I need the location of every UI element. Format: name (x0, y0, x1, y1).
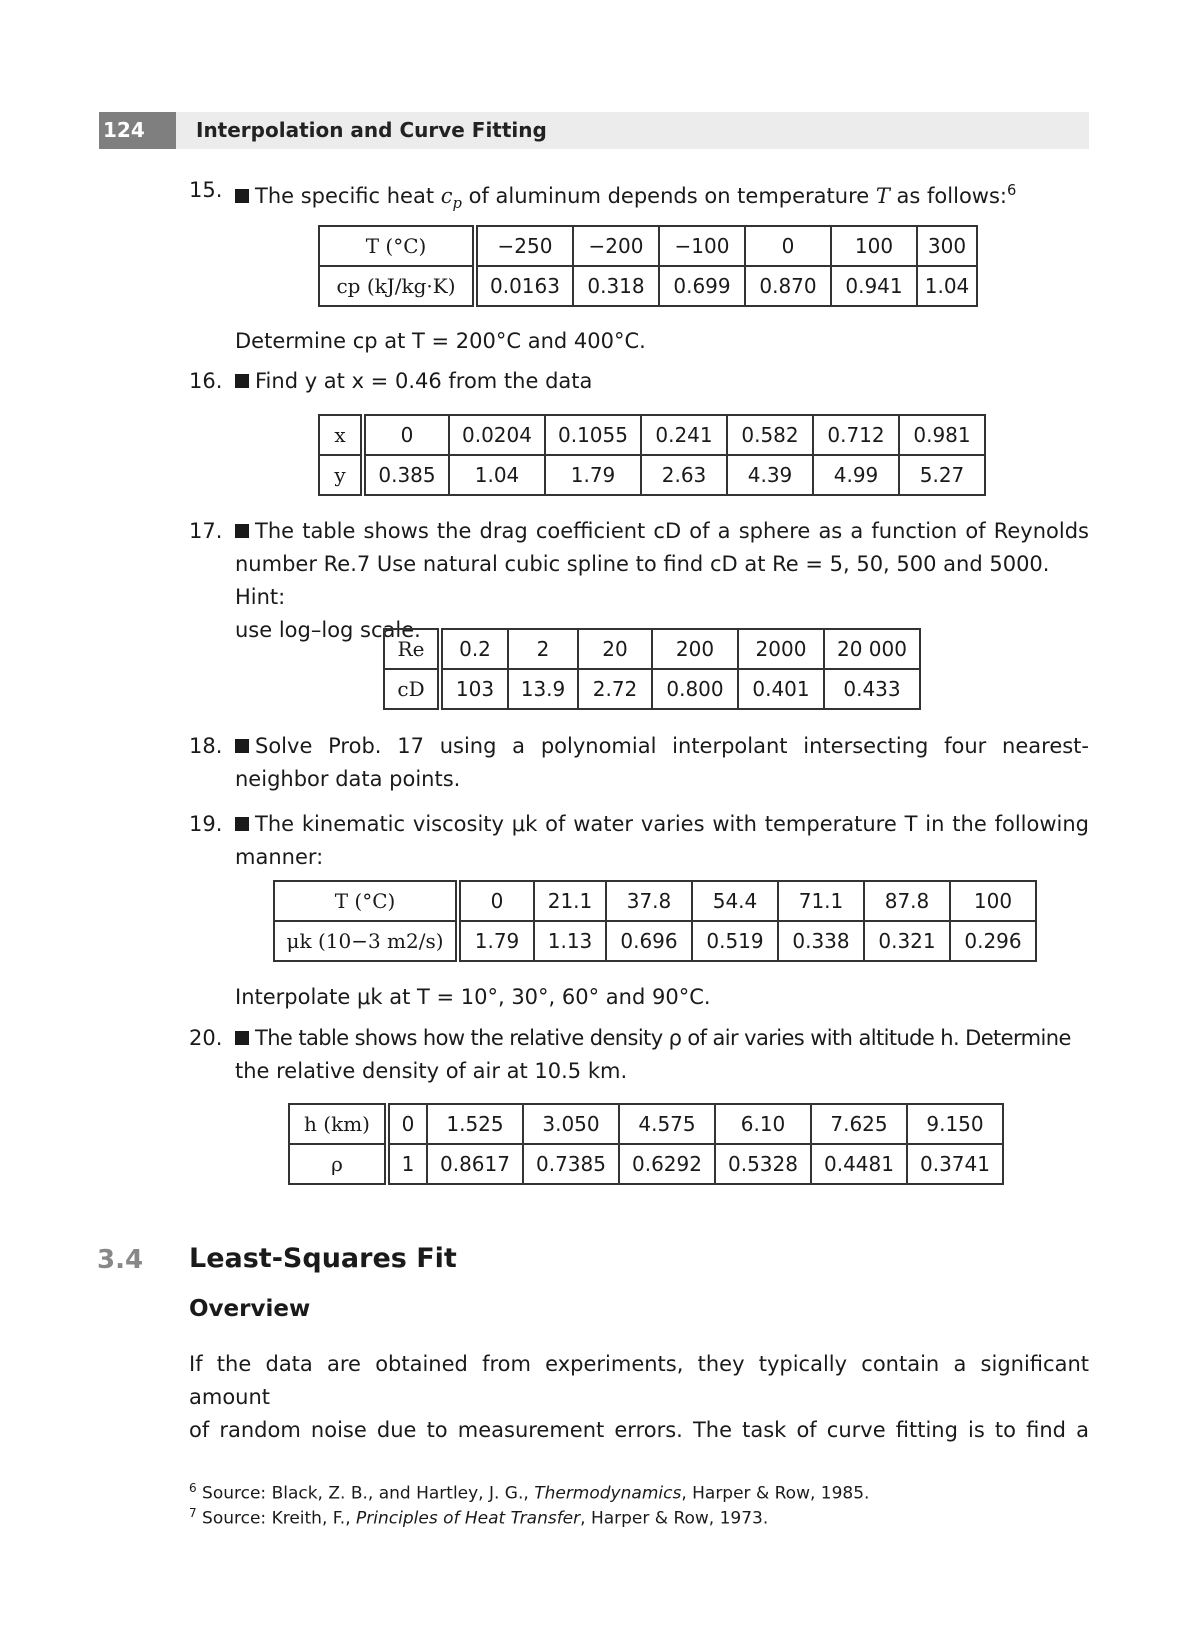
running-title: Interpolation and Curve Fitting (196, 118, 547, 142)
row-label: cD (384, 669, 440, 709)
table-cell: −100 (659, 226, 745, 266)
table-cell: 20 (578, 629, 652, 669)
table-cell: 0.401 (738, 669, 824, 709)
table-cell: 0.241 (641, 415, 727, 455)
table-cell: −250 (475, 226, 573, 266)
table-cell: 0 (363, 415, 449, 455)
table-cell: 0.338 (778, 921, 864, 961)
table-cell: 5.27 (899, 455, 985, 495)
table-cell: 0 (387, 1104, 427, 1144)
row-label: cp (kJ/kg·K) (319, 266, 475, 306)
footnote-mark: 7 (189, 1506, 197, 1520)
table-cell: 1.79 (545, 455, 641, 495)
table-row (274, 921, 1036, 961)
problem-number: 18. (189, 734, 223, 758)
table-cell: 0.0163 (475, 266, 573, 306)
paragraph-line: If the data are obtained from experiments, they typically contain a significant amount (189, 1352, 1089, 1409)
problem-18 (189, 730, 1089, 796)
table-cell: 0.296 (950, 921, 1036, 961)
table-cell: 21.1 (534, 881, 606, 921)
table-cell: 1.79 (458, 921, 534, 961)
table-cell: 2.72 (578, 669, 652, 709)
footnote-mark: 6 (189, 1481, 197, 1495)
footnote-ref: 6 (1007, 182, 1017, 199)
paragraph-line: of random noise due to measurement errors. The task of curve fitting is to find a (189, 1418, 1089, 1442)
square-bullet-icon (235, 524, 249, 538)
table-cell: 54.4 (692, 881, 778, 921)
table-cell: 13.9 (508, 669, 578, 709)
math-var: c (440, 184, 453, 208)
problem-20 (189, 1022, 1089, 1088)
problem-19 (189, 808, 1089, 874)
table-p19 (273, 880, 1037, 962)
table-cell: 9.150 (907, 1104, 1003, 1144)
problem-19-followup (189, 981, 1089, 1014)
problem-text: Find y at x = 0.46 from the data (255, 369, 593, 393)
table-cell: 0.2 (440, 629, 508, 669)
problem-text: the relative density of air at 10.5 km. (235, 1059, 628, 1083)
table-cell: 0.5328 (715, 1144, 811, 1184)
footnote-text: , Harper & Row, 1985. (681, 1483, 870, 1504)
table-cell: 0.800 (652, 669, 738, 709)
table-cell: 1.04 (449, 455, 545, 495)
footnote-7 (189, 1500, 1089, 1532)
table-cell: 0.1055 (545, 415, 641, 455)
problem-number: 20. (189, 1026, 223, 1050)
square-bullet-icon (235, 1031, 249, 1045)
table-cell: 0.582 (727, 415, 813, 455)
math-var: T (875, 184, 890, 208)
table-cell: −200 (573, 226, 659, 266)
table-row (289, 1104, 1003, 1144)
row-label: y (319, 455, 363, 495)
table-row (289, 1144, 1003, 1184)
table-cell: 100 (831, 226, 917, 266)
table-cell: 0.870 (745, 266, 831, 306)
page-number: 124 (99, 112, 176, 149)
table-cell: 300 (917, 226, 977, 266)
subsection-title: Overview (189, 1296, 311, 1322)
square-bullet-icon (235, 374, 249, 388)
problem-15 (189, 174, 1089, 220)
table-cell: 2000 (738, 629, 824, 669)
table-cell: 0.941 (831, 266, 917, 306)
table-cell: 1.04 (917, 266, 977, 306)
row-label: T (°C) (319, 226, 475, 266)
table-cell: 0 (458, 881, 534, 921)
table-row (384, 629, 920, 669)
problem-text: neighbor data points. (235, 767, 461, 791)
footnote-text: , Harper & Row, 1973. (580, 1508, 769, 1529)
problem-number: 19. (189, 812, 223, 836)
row-label: h (km) (289, 1104, 387, 1144)
table-cell: 3.050 (523, 1104, 619, 1144)
body-paragraph (189, 1348, 1089, 1447)
table-cell: 37.8 (606, 881, 692, 921)
table-p16 (318, 414, 986, 496)
table-cell: 0.8617 (427, 1144, 523, 1184)
table-row (319, 455, 985, 495)
table-cell: 0.981 (899, 415, 985, 455)
problem-text: use log–log scale. (235, 618, 421, 642)
row-label: ρ (289, 1144, 387, 1184)
row-label: Re (384, 629, 440, 669)
table-cell: 4.99 (813, 455, 899, 495)
table-cell: 71.1 (778, 881, 864, 921)
table-row (319, 266, 977, 306)
table-cell: 20 000 (824, 629, 920, 669)
table-row (274, 881, 1036, 921)
table-cell: 1.525 (427, 1104, 523, 1144)
problem-text: Solve Prob. 17 using a polynomial interpolant intersecting four nearest- (255, 734, 1089, 758)
section-title: Least-Squares Fit (189, 1243, 457, 1274)
problem-number: 17. (189, 519, 223, 543)
table-cell: 0.321 (864, 921, 950, 961)
footnote-book-title: Principles of Heat Transfer (356, 1508, 581, 1529)
problem-text: The specific heat (255, 184, 441, 208)
problem-15-followup (189, 325, 1089, 358)
table-cell: 0.0204 (449, 415, 545, 455)
problem-16 (189, 365, 1089, 398)
row-label: T (°C) (274, 881, 458, 921)
table-cell: 2.63 (641, 455, 727, 495)
table-cell: 4.39 (727, 455, 813, 495)
table-cell: 100 (950, 881, 1036, 921)
problem-text: The table shows the drag coefficient cD of a sphere as a function of Reynolds (255, 519, 1089, 543)
row-label: x (319, 415, 363, 455)
problem-text: number Re.7 Use natural cubic spline to find cD at Re = 5, 50, 500 and 5000. Hint: (235, 552, 1050, 609)
problem-text: Determine cp at T = 200°C and 400°C. (235, 329, 646, 353)
problem-text: The table shows how the relative density ρ of air varies with altitude h. Determine (255, 1026, 1071, 1050)
problem-text: The kinematic viscosity μk of water varies with temperature T in the following (255, 812, 1089, 836)
math-sub: p (452, 195, 462, 213)
square-bullet-icon (235, 189, 249, 203)
table-cell: 0.519 (692, 921, 778, 961)
square-bullet-icon (235, 739, 249, 753)
table-cell: 0.696 (606, 921, 692, 961)
table-cell: 1.13 (534, 921, 606, 961)
row-label: μk (10−3 m2/s) (274, 921, 458, 961)
table-p20 (288, 1103, 1004, 1185)
footnote-book-title: Thermodynamics (534, 1483, 682, 1504)
problem-number: 15. (189, 178, 223, 202)
table-p15 (318, 225, 978, 307)
table-cell: 87.8 (864, 881, 950, 921)
table-cell: 0.3741 (907, 1144, 1003, 1184)
table-cell: 0.385 (363, 455, 449, 495)
table-cell: 0.7385 (523, 1144, 619, 1184)
table-cell: 1 (387, 1144, 427, 1184)
table-cell: 2 (508, 629, 578, 669)
problem-text: as follows: (889, 184, 1007, 208)
table-cell: 0 (745, 226, 831, 266)
table-cell: 0.4481 (811, 1144, 907, 1184)
problem-text: of aluminum depends on temperature (461, 184, 876, 208)
table-row (319, 226, 977, 266)
table-row (384, 669, 920, 709)
footnote-text: Source: Kreith, F., (202, 1508, 357, 1529)
table-p17 (383, 628, 921, 710)
section-number: 3.4 (97, 1245, 144, 1275)
table-cell: 0.318 (573, 266, 659, 306)
table-cell: 0.433 (824, 669, 920, 709)
problem-text: manner: (235, 845, 324, 869)
table-cell: 0.699 (659, 266, 745, 306)
table-cell: 200 (652, 629, 738, 669)
footnote-text: Source: Black, Z. B., and Hartley, J. G., (202, 1483, 535, 1504)
table-cell: 103 (440, 669, 508, 709)
table-cell: 0.712 (813, 415, 899, 455)
table-cell: 0.6292 (619, 1144, 715, 1184)
table-cell: 7.625 (811, 1104, 907, 1144)
problem-number: 16. (189, 369, 223, 393)
square-bullet-icon (235, 817, 249, 831)
table-cell: 4.575 (619, 1104, 715, 1144)
problem-text: Interpolate μk at T = 10°, 30°, 60° and 90°C. (235, 985, 711, 1009)
table-cell: 6.10 (715, 1104, 811, 1144)
table-row (319, 415, 985, 455)
